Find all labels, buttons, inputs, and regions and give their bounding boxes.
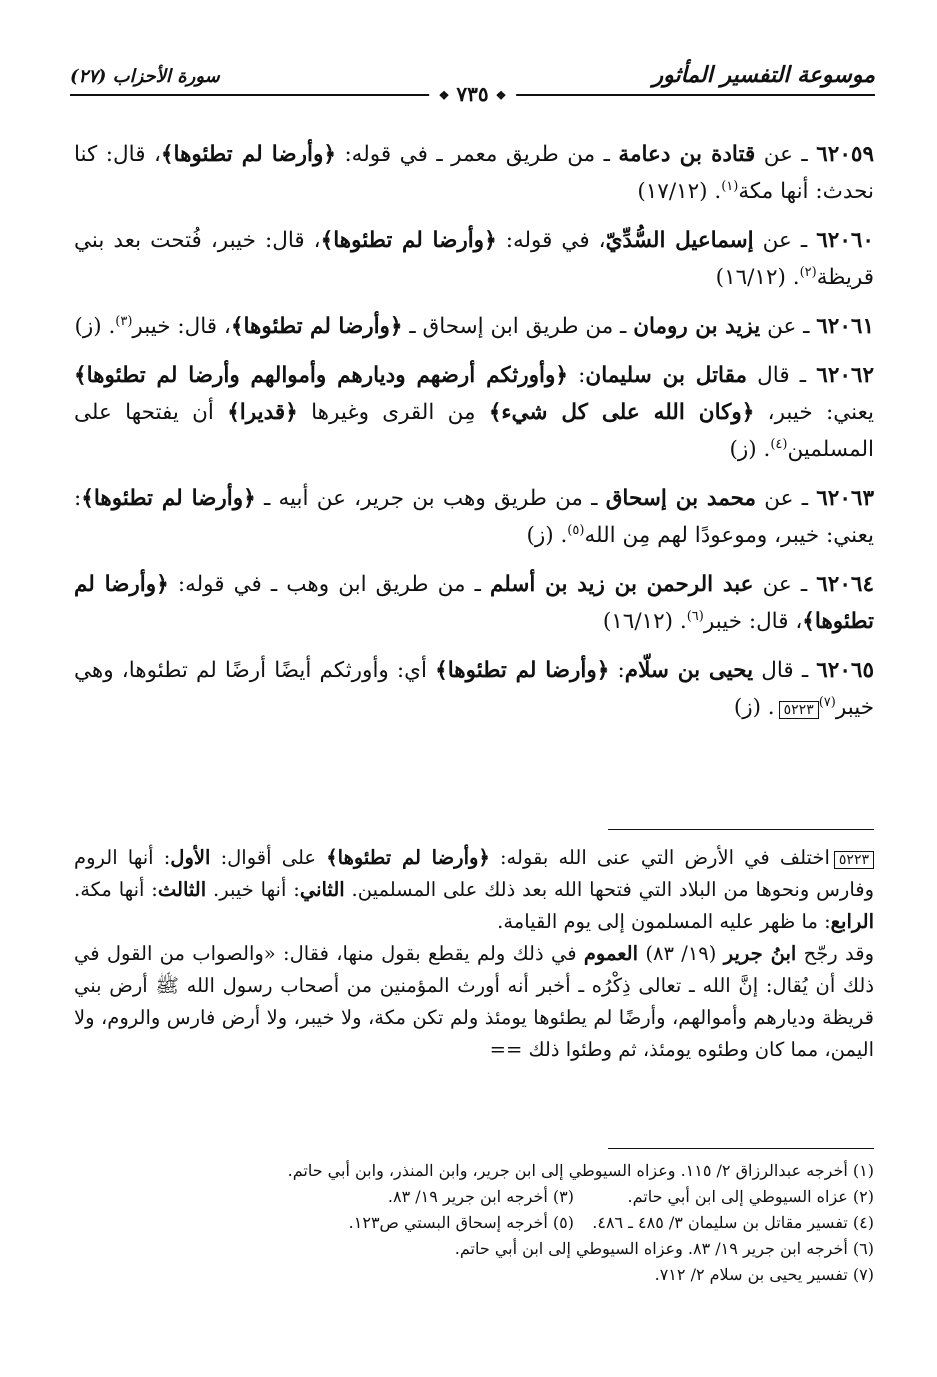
footnote-row: [74, 1210, 874, 1236]
quran-quote: ﴿وكان الله على كل شيء﴾: [488, 400, 755, 425]
quran-quote: ﴿وأرضا لم تطئوها﴾: [160, 142, 336, 167]
surah-label: سورة الأحزاب (٢٧): [70, 66, 220, 87]
entry-text: أن يفتحها على المسلمين: [74, 400, 874, 462]
narration-entry: [74, 480, 874, 554]
quran-quote: ﴿وأرضا لم تطئوها﴾: [435, 658, 610, 683]
opinion-label: الأول: [170, 846, 211, 869]
narration-entry: [74, 308, 874, 345]
entry-number: ٦٢٠٦٣: [816, 486, 874, 511]
entry-text: :: [567, 363, 586, 388]
commentary-separator: [608, 829, 874, 830]
preferred-view: العموم: [583, 942, 639, 965]
commentary-text: : ما ظهر عليه المسلمون إلى يوم القيامة.: [497, 910, 831, 933]
narration-entry: [74, 566, 874, 640]
main-text: [74, 136, 874, 738]
book-title: موسوعة التفسير المأثور: [652, 62, 875, 88]
entry-number: ٦٢٠٦٤: [816, 572, 874, 597]
commentary-box-number: ٥٢٢٣: [834, 851, 874, 869]
entry-text: ـ عن: [760, 314, 817, 339]
entry-text: ، قال: كنا نحدث: أنها مكة: [74, 142, 874, 204]
commentary-block: [74, 842, 874, 1066]
entry-number: ٦٢٠٥٩: [816, 142, 874, 167]
quran-quote: ﴿وأرضا لم تطئوها﴾: [230, 314, 403, 339]
commentary-text: : أنها خيبر.: [206, 878, 300, 901]
ornament-icon: ❖: [438, 88, 450, 103]
entry-text: ـ عن: [753, 572, 817, 597]
narrator-name: إسماعيل السُّدِّيّ: [605, 228, 754, 253]
commentary-text: اختلف في الأرض التي عنى الله بقوله:: [489, 846, 830, 869]
commentary-paragraph: [74, 938, 874, 1066]
commentary-box-ref: ٥٢٢٣: [779, 701, 819, 719]
opinion-label: الثالث: [157, 878, 207, 901]
narration-entry: [74, 652, 874, 726]
opinion-label: الرابع: [830, 910, 874, 933]
commentary-text: في ذلك ولم يقطع بقول منها، فقال: «والصواب من القول في ذلك أن يُقال: إنَّ الله ـ تعالى ذِكْرُه ـ أخبر أنه أورث المؤمنين من أصحاب رسول الله ﷺ أرض بني قريظة وديارهم وأموالهم، وأرضًا لم يطئوها يومئذ ولم تكن مكة، ولا خيبر، ولا أرض فارس والروم، ولا اليمن، مما كان وطئوه يومئذ، ثم وطئوا ذلك ==: [74, 942, 874, 1061]
entry-text: ـ من طريق معمر ـ في قوله:: [335, 142, 619, 167]
entry-text: ـ عن: [756, 486, 817, 511]
opinion-label: الثاني: [299, 878, 345, 901]
footnote-row: [74, 1184, 874, 1210]
entry-text: مِن القرى وغيرها: [297, 400, 489, 425]
narrator-name: عبد الرحمن بن زيد بن أسلم: [489, 572, 754, 597]
quran-quote: ﴿وأرضا لم تطئوها﴾: [326, 846, 490, 869]
commentary-text: : أنها مكة.: [74, 878, 158, 901]
quran-quote: ﴿وأرضا لم تطئوها﴾: [74, 572, 874, 634]
footnote-marker: (١): [721, 178, 739, 194]
narrator-name: قتادة بن دعامة: [618, 142, 756, 167]
quran-quote: ﴿قديرا﴾: [227, 400, 298, 425]
source-ref: . (١٦/١٢): [715, 265, 800, 290]
footnote-marker: (٦): [686, 608, 704, 624]
footnote: (٦) أخرجه ابن جرير ١٩/ ٨٣. وعزاه السيوطي إلى ابن أبي حاتم.: [454, 1239, 874, 1258]
footnote-marker: (٥): [567, 522, 585, 538]
footnote: (٧) تفسير يحيى بن سلام ٢/ ٧١٢.: [654, 1265, 874, 1284]
footnote-marker: (٤): [770, 436, 788, 452]
commentary-text: وقد رجّح: [796, 942, 874, 965]
entry-text: ، قال: خيبر، فُتحت بعد بني قريظة: [74, 228, 874, 290]
commentary-text: على أقوال:: [210, 846, 327, 869]
entry-number: ٦٢٠٦١: [816, 314, 874, 339]
entry-text: :: [609, 658, 625, 683]
source-ref: . (ز): [526, 523, 568, 548]
narration-entry: [74, 136, 874, 210]
entry-text: ـ عن: [755, 142, 817, 167]
narrator-name: يزيد بن رومان: [633, 314, 761, 339]
entry-number: ٦٢٠٦٥: [816, 658, 874, 683]
footnote-row: [74, 1262, 874, 1288]
entry-text: ـ قال: [747, 363, 817, 388]
narration-entry: [74, 357, 874, 468]
page-number-wrap: [429, 82, 517, 106]
footnote: (٤) تفسير مقاتل بن سليمان ٣/ ٤٨٥ ـ ٤٨٦.: [592, 1213, 874, 1232]
footnote: (٢) عزاه السيوطي إلى ابن أبي حاتم.: [627, 1187, 874, 1206]
quran-quote: ﴿وأورثكم أرضهم وديارهم وأموالهم وأرضا لم تطئوها﴾: [74, 363, 568, 388]
narrator-name: مقاتل بن سليمان: [585, 363, 747, 388]
entry-text: ـ من طريق ابن إسحاق ـ: [402, 314, 634, 339]
entry-text: ، في قوله:: [496, 228, 606, 253]
source-ref: . (١٦/١٢): [602, 609, 687, 634]
source-ref: . (ز): [74, 314, 116, 339]
entry-text: ـ من طريق وهب بن جرير، عن أبيه ـ: [255, 486, 606, 511]
footnote-marker: (٧): [818, 694, 836, 710]
entry-text: ـ من طريق ابن وهب ـ في قوله:: [168, 572, 490, 597]
commentary-text: : أنها الروم وفارس ونحوها من البلاد التي فتحها الله بعد ذلك على المسلمين.: [74, 846, 875, 901]
footnote: (١) أخرجه عبدالرزاق ٢/ ١١٥. وعزاه السيوطي إلى ابن جرير، وابن المنذر، وابن أبي حاتم.: [287, 1161, 874, 1180]
footnote: (٣) أخرجه ابن جرير ١٩/ ٨٣.: [387, 1187, 574, 1206]
entry-text: أي: وأورثكم أيضًا أرضًا لم تطئوها، وهي خيبر: [74, 658, 874, 720]
page-header: [70, 60, 875, 106]
footnote-separator: [608, 1148, 874, 1149]
ornament-icon: ❖: [495, 88, 507, 103]
entry-text: ـ عن: [753, 228, 817, 253]
commentary-paragraph: [74, 842, 874, 938]
scholar-name: ابنُ جرير: [723, 942, 797, 965]
page-number: ٧٣٥: [456, 82, 489, 106]
footnote-marker: (٣): [115, 313, 133, 329]
footnote-row: [74, 1158, 874, 1184]
footnote-marker: (٢): [799, 264, 817, 280]
entry-number: ٦٢٠٦٠: [816, 228, 874, 253]
narrator-name: يحيى بن سلّام: [624, 658, 754, 683]
entry-text: : يعني: خيبر، وموعودًا لهم مِن الله: [74, 486, 874, 548]
narration-entry: [74, 222, 874, 296]
entry-number: ٦٢٠٦٢: [816, 363, 875, 388]
narrator-name: محمد بن إسحاق: [605, 486, 757, 511]
quran-quote: ﴿وأرضا لم تطئوها﴾: [320, 228, 497, 253]
source-ref: . (١٧/١٢): [637, 179, 722, 204]
footnote-row: [74, 1236, 874, 1262]
footnote: (٥) أخرجه إسحاق البستي ص١٢٣.: [348, 1213, 574, 1232]
entry-text: ، قال: خيبر: [132, 314, 231, 339]
entry-text: ـ قال: [753, 658, 817, 683]
footnotes: [74, 1158, 874, 1288]
quran-quote: ﴿وأرضا لم تطئوها﴾: [81, 486, 256, 511]
commentary-ref: (١٩/ ٨٣): [638, 942, 724, 965]
entry-text: يعني: خيبر،: [754, 400, 875, 425]
entry-text: ، قال: خيبر: [703, 609, 803, 634]
source-ref: . (ز): [729, 437, 771, 462]
source-ref: . (ز): [733, 695, 775, 720]
